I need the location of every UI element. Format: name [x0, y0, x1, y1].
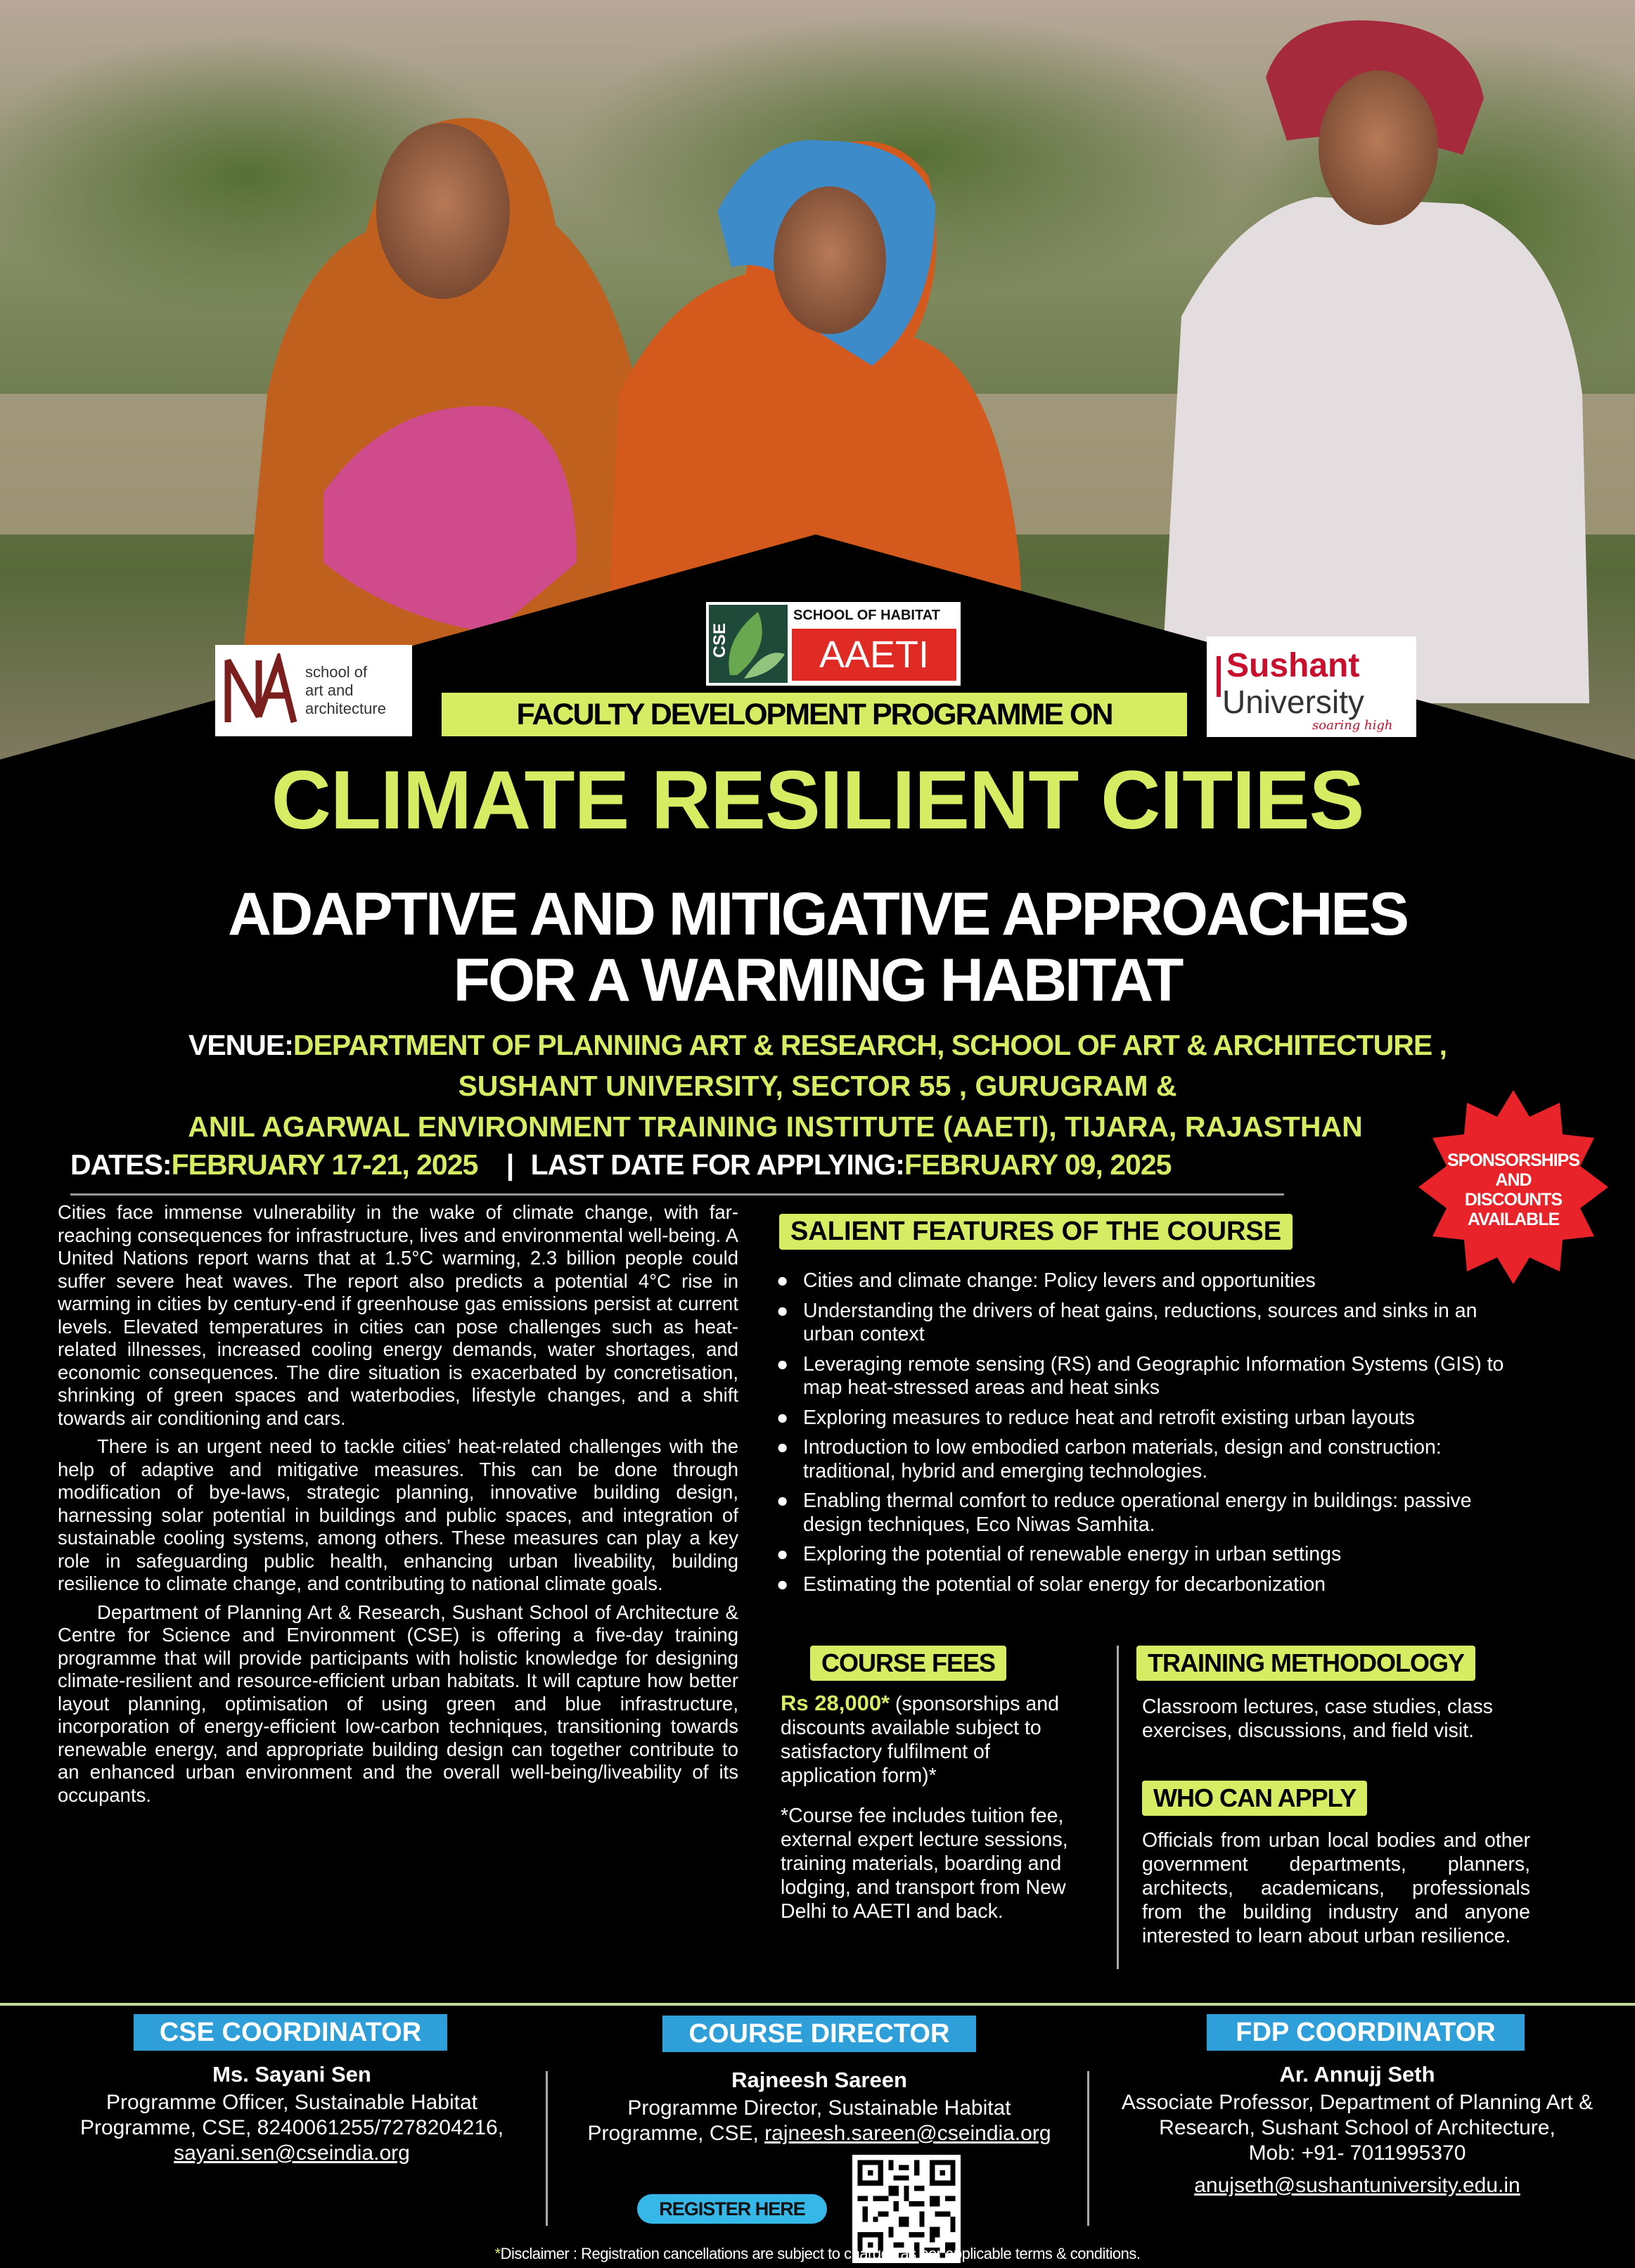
- coord-divider-left: [546, 2071, 548, 2226]
- saa-line-3: architecture: [305, 700, 386, 717]
- sushant-bar-icon: [1217, 656, 1221, 697]
- coord-divider-right: [1087, 2071, 1089, 2226]
- fdp-coordinator-name: Ar. Annujj Seth: [1279, 2062, 1435, 2087]
- feature-item: [774, 1300, 1519, 1347]
- badge-line-4: AVAILABLE: [1467, 1210, 1560, 1229]
- saa-line-2: art and: [305, 681, 354, 699]
- register-button[interactable]: REGISTER HERE: [637, 2194, 827, 2224]
- aaeti-school-text: SCHOOL OF HABITAT: [793, 608, 940, 623]
- bullet-icon: ●: [776, 1436, 789, 1459]
- aaeti-main-text: AAETI: [792, 629, 956, 681]
- cse-coordinator-line-2: Programme, CSE, 8240061255/7278204216,: [79, 2116, 504, 2139]
- main-title: CLIMATE RESILIENT CITIES: [271, 754, 1364, 847]
- intro-text: [58, 1201, 738, 1807]
- venue-line-3: ANIL AGARWAL ENVIRONMENT TRAINING INSTITUTE (AAETI), TIJARA, RAJASTHAN: [188, 1110, 1363, 1143]
- feature-text: Exploring the potential of renewable energy in urban settings: [803, 1543, 1342, 1565]
- dates-value: FEBRUARY 17-21, 2025: [171, 1148, 478, 1181]
- fees-amount: Rs 28,000*: [781, 1691, 890, 1715]
- sushant-logo: [1207, 636, 1416, 737]
- feature-item: [774, 1436, 1519, 1483]
- fdp-coordinator-line-3: Mob: +91- 7011995370: [1248, 2141, 1466, 2165]
- feature-text: Exploring measures to reduce heat and retrofit existing urban layouts: [803, 1406, 1415, 1429]
- fdp-coordinator-line-1: Associate Professor, Department of Planning Art &: [1121, 2091, 1594, 2114]
- who-heading: WHO CAN APPLY: [1142, 1781, 1367, 1816]
- features-list: [774, 1269, 1519, 1603]
- intro-paragraph-3: Department of Planning Art & Research, Sushant School of Architecture & Centre for Science and Environment (CSE) is offering a five-day training programme that will provide participants with holistic knowledge for designing climate-resilient and resource-efficient urban habitats. It will capture how better layout planning, optimisation of using green and blue infrastructure, incorporation of energy-efficient low-carbon techniques, transitioning towards renewable energy, and appropriate building design can together contribute to an enhanced urban environment and the overall well-being/liveability of its occupants.: [58, 1601, 738, 1806]
- fdp-coordinator-label: FDP COORDINATOR: [1207, 2014, 1525, 2051]
- venue-line-1: [0, 1025, 1635, 1065]
- fees-note: (sponsorships and discounts available subject to satisfactory fulfilment of application form)*: [781, 1693, 1059, 1787]
- dates-line: [70, 1148, 1171, 1181]
- sushant-tagline: soaring high: [1312, 718, 1393, 733]
- saa-line-1: school of: [305, 663, 368, 681]
- feature-item: [774, 1543, 1519, 1567]
- sushant-university: University: [1222, 684, 1364, 720]
- fdp-coordinator-line-2: Research, Sushant School of Architecture,: [1159, 2116, 1556, 2139]
- disclaimer-text: Disclaimer : Registration cancellations are subject to charges as per applicable terms & conditions.: [500, 2245, 1141, 2262]
- badge-line-3: DISCOUNTS: [1464, 1190, 1563, 1210]
- disclaimer: [0, 2245, 1635, 2263]
- column-divider: [1117, 1646, 1119, 1969]
- feature-item: [774, 1489, 1519, 1537]
- feature-text: Enabling thermal comfort to reduce operational energy in buildings: passive design techniques, Eco Niwas Samhita.: [803, 1489, 1472, 1536]
- feature-item: [774, 1573, 1519, 1597]
- cse-coordinator-label: CSE COORDINATOR: [134, 2014, 447, 2051]
- sushant-name: Sushant: [1226, 647, 1360, 684]
- cse-vertical-text: CSE: [710, 623, 729, 658]
- subtitle-line-2: FOR A WARMING HABITAT: [453, 947, 1182, 1014]
- feature-item: [774, 1407, 1519, 1430]
- venue-text-1: DEPARTMENT OF PLANNING ART & RESEARCH, SCHOOL OF ART & ARCHITECTURE ,: [293, 1029, 1447, 1061]
- last-date-value: FEBRUARY 09, 2025: [904, 1148, 1172, 1181]
- sponsorship-badge: [1415, 1089, 1612, 1286]
- bottom-separator: [0, 2003, 1635, 2006]
- cse-leaf-icon: [709, 605, 788, 683]
- venue-label: VENUE:: [188, 1029, 293, 1061]
- dates-separator: |: [506, 1148, 514, 1181]
- feature-text: Understanding the drivers of heat gains, reductions, sources and sinks in an urban context: [803, 1299, 1477, 1345]
- course-director-label: COURSE DIRECTOR: [662, 2016, 976, 2052]
- methodology-heading: TRAINING METHODOLOGY: [1136, 1646, 1475, 1681]
- course-director-details: [556, 2096, 1083, 2146]
- fees-includes: *Course fee includes tuition fee, external expert lecture sessions, training materials, boarding and lodging, and transport from New Delhi to AAETI and back.: [781, 1805, 1068, 1923]
- badge-line-2: AND: [1495, 1170, 1532, 1190]
- feature-text: Introduction to low embodied carbon materials, design and construction: traditional, hybrid and emerging technologies.: [803, 1436, 1442, 1482]
- intro-paragraph-2: There is an urgent need to tackle cities’ heat-related challenges with the help of adaptive and mitigative measures. This can be done through modification of bye-laws, strategic planning, innovative building design, harnessing solar potential in buildings and public spaces, and integration of sustainable cooling systems, among others. These measures can play a key role in safeguarding public health, enhancing urban liveability, building resilience to climate change, and contributing to national climate goals.: [58, 1435, 738, 1594]
- saa-logo: [215, 645, 412, 736]
- bullet-icon: ●: [776, 1299, 789, 1322]
- feature-item: [774, 1353, 1519, 1400]
- course-director-line-2: Programme, CSE,: [587, 2122, 765, 2145]
- cse-aaeti-logo: [706, 602, 961, 686]
- course-director-name: Rajneesh Sareen: [731, 2068, 907, 2092]
- bullet-icon: ●: [776, 1352, 789, 1376]
- who-text: Officials from urban local bodies and other government departments, planners, architects, academicans, professionals from the building industry and anyone interested to learn about urban resilience.: [1142, 1829, 1530, 1947]
- bullet-icon: ●: [776, 1543, 789, 1565]
- disclaimer-star: *: [494, 2245, 501, 2262]
- saa-logo-text: [305, 663, 386, 718]
- fdp-coordinator-details: [1090, 2090, 1624, 2198]
- features-heading: SALIENT FEATURES OF THE COURSE: [779, 1214, 1293, 1250]
- course-director-email[interactable]: rajneesh.sareen@cseindia.org: [764, 2122, 1051, 2145]
- bullet-icon: ●: [776, 1572, 789, 1596]
- feature-text: Leveraging remote sensing (RS) and Geographic Information Systems (GIS) to map heat-stressed areas and heat sinks: [803, 1352, 1504, 1399]
- feature-item: [774, 1269, 1519, 1293]
- subtitle-line-1: ADAPTIVE AND MITIGATIVE APPROACHES: [227, 880, 1408, 948]
- cse-coordinator-name: Ms. Sayani Sen: [212, 2062, 371, 2087]
- fdp-coordinator-email[interactable]: anujseth@sushantuniversity.edu.in: [1194, 2174, 1520, 2197]
- venue-line-2: SUSHANT UNIVERSITY, SECTOR 55 , GURUGRAM &: [458, 1070, 1177, 1102]
- badge-line-1: SPONSORSHIPS: [1447, 1151, 1580, 1170]
- cse-coordinator-email[interactable]: sayani.sen@cseindia.org: [174, 2141, 410, 2165]
- methodology-text: Classroom lectures, case studies, class exercises, discussions, and field visit.: [1142, 1696, 1493, 1742]
- cse-coordinator-details: [28, 2090, 556, 2166]
- bullet-icon: ●: [776, 1489, 789, 1512]
- fees-text: [781, 1691, 1090, 1788]
- course-director-line-1: Programme Director, Sustainable Habitat: [627, 2096, 1011, 2120]
- saa-monogram-icon: [222, 653, 300, 728]
- bullet-icon: ●: [776, 1406, 789, 1429]
- programme-label: FACULTY DEVELOPMENT PROGRAMME ON: [442, 693, 1187, 736]
- bullet-icon: ●: [776, 1269, 789, 1292]
- intro-paragraph-1: Cities face immense vulnerability in the wake of climate change, with far-reaching consequences for infrastructure, lives and environmental well-being. A United Nations report warns that at 1.5°C warming, 2.3 billion people could suffer severe heat waves. The report also predicts a potential 4°C rise in warming in cities by century-end if greenhouse gas emissions persist at current levels. Elevated temperatures in cities can pose challenges such as heat-related illnesses, increased cooling energy demands, water shortages, and economic consequences. The dire situation is exacerbated by concretisation, shrinking of green spaces and waterbodies, lifestyle changes, and a shift towards air conditioning and cars.: [58, 1201, 738, 1429]
- feature-text: Estimating the potential of solar energy for decarbonization: [803, 1572, 1326, 1596]
- fees-heading: COURSE FEES: [810, 1646, 1006, 1681]
- last-date-label: LAST DATE FOR APPLYING:: [530, 1148, 904, 1181]
- cse-coordinator-line-1: Programme Officer, Sustainable Habitat: [105, 2091, 478, 2114]
- dates-underline: [70, 1193, 1284, 1196]
- feature-text: Cities and climate change: Policy levers and opportunities: [803, 1269, 1316, 1292]
- dates-label: DATES:: [70, 1148, 172, 1181]
